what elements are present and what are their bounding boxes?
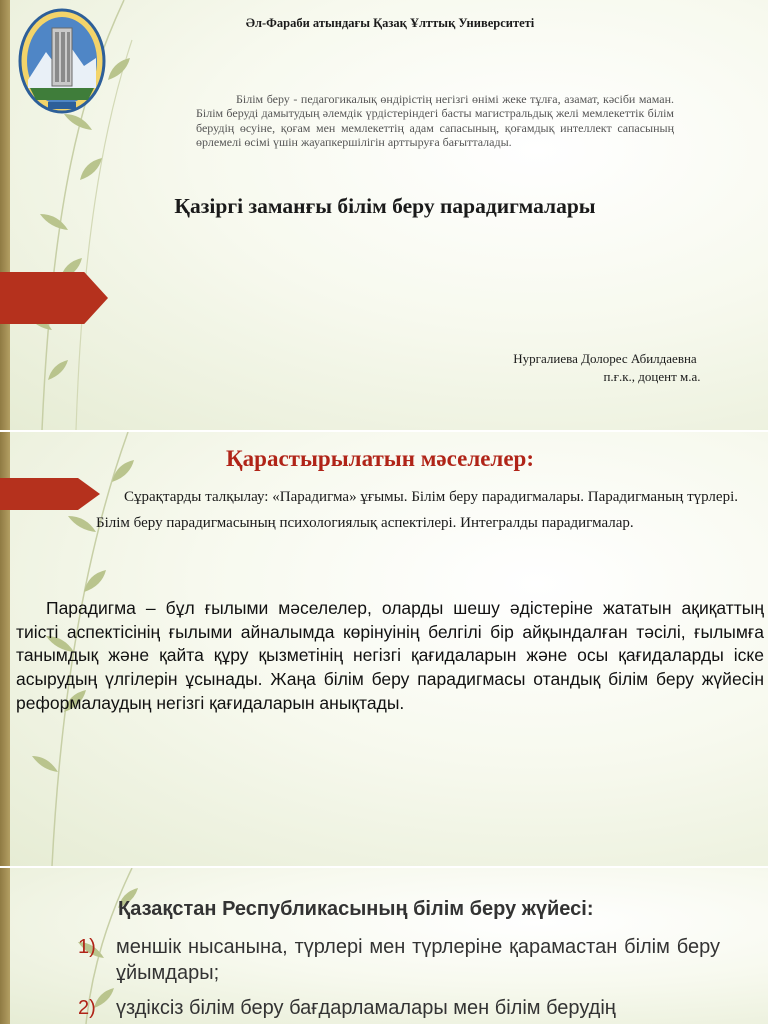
intro-paragraph: Білім беру - педагогикалық өндірістің негізгі өнімі жеке тұлға, азамат, кәсіби маман. Білім беруді дамытудың әлемдік үрдістеріндегі басты магистральдық желі мемлекеттік білім берудің өсуіне, қоғам мен мемлекеттің адам сапасының, қоғамдық интеллект сапасының өрлемелі өсімі үшін жауапкершілігін арттыруға бағытталады. [196,92,674,150]
list-item-text: үздіксіз білім беру бағдарламалары мен білім берудің [116,996,616,1019]
author-name: Нургалиева Долорес Абилдаевна [513,351,697,366]
paradigm-paragraph: Парадигма – бұл ғылыми мәселелер, оларды шешу әдістеріне жататын ақиқаттың тиісті аспектісінің ғылыми айналымда көрінуінің белгілі бір айқындалған тәсілі, ғылымға танымдық және қайта құру қызметінің негізгі қағидаларын және осы қағидаларды іске асырудың үлгілерін ұсынады. Жаңа білім беру парадигмасы отандық білім беру жүйесін реформалаудың негізгі қағидаларын анықтады. [16,598,764,713]
left-accent-bar [0,868,10,1024]
list-item-text: меншік нысанына, түрлері мен түрлеріне қарамастан білім беру ұйымдары; [116,936,720,985]
presentation-title: Қазіргі заманғы білім беру парадигмалары [174,194,596,218]
slide-title [0,0,768,430]
slide-issues [0,432,768,866]
education-system-list [78,934,720,1024]
slide-education-system [0,868,768,1024]
author-block [470,350,740,385]
left-accent-bar [0,0,10,430]
university-name: Әл-Фараби атындағы Қазақ Ұлттық Университеті [245,16,535,30]
university-logo [18,8,106,114]
list-item-number: 2) [78,996,96,1019]
list-item [78,934,720,987]
list-item [78,995,720,1021]
education-system-title: Қазақстан Республикасының білім беру жүйесі: [118,898,594,920]
author-degree: п.ғ.к., доцент м.а. [603,368,701,384]
list-item-number: 1) [78,936,96,958]
questions-paragraph: Сұрақтарды талқылау: «Парадигма» ұғымы. Білім беру парадигмалары. Парадигманың түрлері. Білім беру парадигмасының психологиялық аспектілері. Интегралды парадигмалар. [96,489,738,532]
issues-title: Қарастырылатын мәселелер: [226,446,534,471]
